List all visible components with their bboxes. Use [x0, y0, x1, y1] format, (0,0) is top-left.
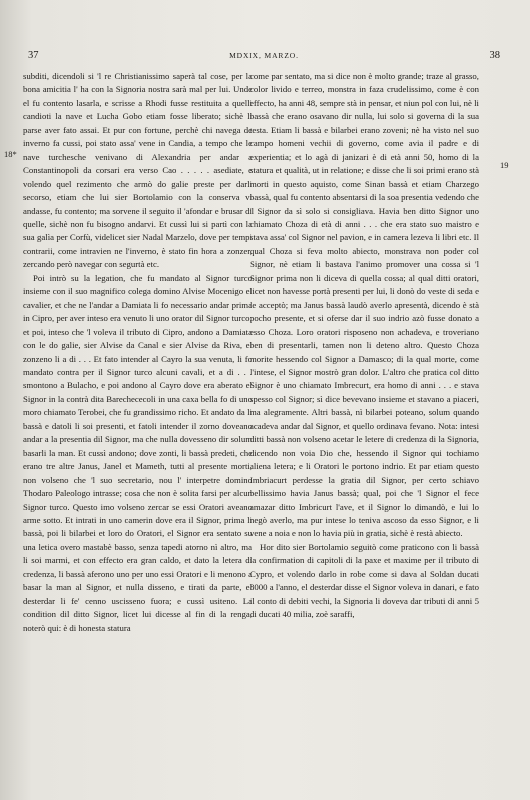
paragraph: subditi, dicendoli si 'l re Christianissimo saperà tal cose, per la bona amicitia l' ha con la Signoria nostra sarà mal per lui. Unde el fu contento lasarla, e scrisse a Rhodi fusse restituita a quelli candioti la nave et Lucha Gobo etiam fosse liberato; sichè li parse aver fato assai. Et pur con fortune, perchè chi navega de inverno fa cussi, poi stato assa' vene in Candia, a tempo che le nave turchesche venivano di Alexandria per andar a Constantinopoli da corsari era verso Cao . . . . . asediate, e volendo quel rezimento che armò do galie preste per darli secorso, etiam che lui sier Bortolamio con la conserva vi andasse, fu contento; ma sorvene il seguito il 'afondar e brusar di quelle, sichè non fu bisogno andarvi. Et cussì lui si partì con la sua galìa per Corfù, videlicet sier Nadal Marzelo, dove per tempi contrarii, come intravien ne l'inverno, è stato fin hora a zonzer, zercando però navegar con segurtà etc. — [23, 71, 252, 270]
paragraph: Hor dito sier Bortolamio seguitò come praticono con li bassà la confirmation di capitoli di la paxe et maxime per il tributo di Cypro, et volendo darlo in robe come si dava al Soldan ducati 8000 a l'anno, el desterdar disse el Signor voleva in danari, e fato il conto di debiti vechi, la Signoria li doveva dar tributi di anni 5 di ducati 40 milia, zoè saraffi, — [250, 541, 479, 620]
margin-number-right: 19 — [500, 160, 509, 170]
paragraph: Poi intrò su la legation, che fu mandato al Signor turco insieme con il suo magnifico colega domino Alvise Mocenigo el cavalier, et che ne l'andar a Damiata li fo necessario andar prima in Cipro, per aver inteso era venuto li uno orator dil Signor turco; et poi, inteso che 'l voleva il tributo di Cipro, andono a Damiata con le do galie, sier Alvise da Canal e sier Alvise da Riva, el zonzeno li a di . . . Et fato intender al Cayro la sua venuta, li fo mandato contra per il Signor turco alcuni cavali, et a di . . . smontono a Bulacho, e poi andono al Cayro dove era aberato el Signor in la contrà dita Barechececoli in una caxa bella fo di uno moro chiamato Terobei, che fu grandissimo richo. Et andato da li bassà e datoli li soi presenti, et fatoli intender il zorno doveano andar a la presentia dil Signor, ma che nulla dovesseno dir solum basarli la man. Et cussì andono; dove zonti, li bassà predeti, che erano tre altre Janus, Janel et Mameth, tutti al presente morti, non volseno che 'l suo secretario, nou l' interpetre domino Thodaro Paleologo intrasse; cosa che non è solita farsi per alcun Signor turco. Questo imo volseno zercar se essi Oratori aveano arme sotto. Et intrati in uno camerin dove era il Signor, prima li bassà, poi li bilarbei et loro do Oratori, el Signor era sentato su una letica overo mastabè basso, senza tapedi atorno nì altro, ma li soi marmi, et con effecto era gran caldo, et dato la letera di credenza, li bassà aferono uno per uno essi Oratori e li menono a basar la man al Signor, et nulla disseno, e tirati da parte, el desterdar li fe' cenno uscisseno fuora; e cussì usiteno. La condition dil ditto Signor, licet lui dicesse al fin di la renga, noterò qui: è di honesta statura — [23, 272, 252, 633]
text-column-left — [23, 70, 252, 635]
paragraph: come par sentato, ma si dice non è molto grande; traze al grasso, color livido e terreo, monstra in faza crudelissimo, come è con effecto, ha anni 48, sempre stà in pensar, et niun pol con lui, nè li bassà che erano osavano dir nulla, lui solo si governa di la sua testa. Etiam li bassà e bilarbei erano zoveni; nè ha visto nel suo campo homeni vechii di governo, come avia il padre e di experientia; et lo agà di janizari è di età anni 50, homo di la statura et qualità, ut in relatione; e disse che li soi primi erano stà morti in questo aquisto, come Sinan bassà et etiam Charzego bassà, qual fu contento absentarsi di la soa presentia vedendo che 'l Signor da sì solo si consigliava. Havia ben ditto Signor uno chiamato Choza di età di anni . . . che era stato suo maistro e stava assa' col Signor nel pavion, e in camera lezeva li libri etc. Il qual Choza si feva molto abiecto, monstrava non poder col Signor, nè etiam li bastava l'animo promover una cossa si 'l Signor prima non li diceva di quella cossa; al qual ditti oratori, licet non havesse portà presenti per lui, li donò do veste di seda e le acceptò; ma Janus bassà laudò averlo apresentà, dicendo è stà pocho presente, et si oferse dar il suo indrio azò fusse donato a esso Choza. Loro oratori risposeno non achadeva, e troveriano ben di presentarli, tamen non li deteno altro. Questo Choza morite hessendo col Signor a Damasco; di la qual morte, come l'intese, el Signor mostrò gran dolor. L'altro che pratica col ditto Signor è uno chiamato Imbrecurt, era homo di anni . . . e stava spesso col Signor; sì dice bevevano insieme et stavano a piaceri, ma alegramente. Altri bassà, nì bilarbei poteano, solum quando acadeva andar dal Signor, et quello ordinava fevano. Nota: intesi ditti bassà non volseno acetar le letere di credenza di la Signoria, dicendo non voia Dio che, hessendo il Signor qui tochiamo aliena letera; e li Oratori le portono indrio. Et par etiam questo Imbriacurt perdesse la gratia dil Signor, per certo schiavo bellissimo havia Janus bassà; qual, poi che 'l Signor el fece amazar ditto Imbricurt l'ave, et il Signor lo dimandò, e lui lo negò averlo, ma pur intese lo teniva ascoso da esso Signor, e li vene a noia e non lo havia più in gratia, sichè è restà abiecto. — [250, 71, 479, 539]
running-title: MDXIX, MARZO. — [229, 51, 299, 60]
text-column-right — [250, 70, 479, 622]
page-header — [28, 50, 500, 64]
page-number-right: 38 — [489, 50, 500, 61]
margin-number-left: 18* — [4, 149, 17, 159]
page-number-left: 37 — [28, 50, 39, 61]
